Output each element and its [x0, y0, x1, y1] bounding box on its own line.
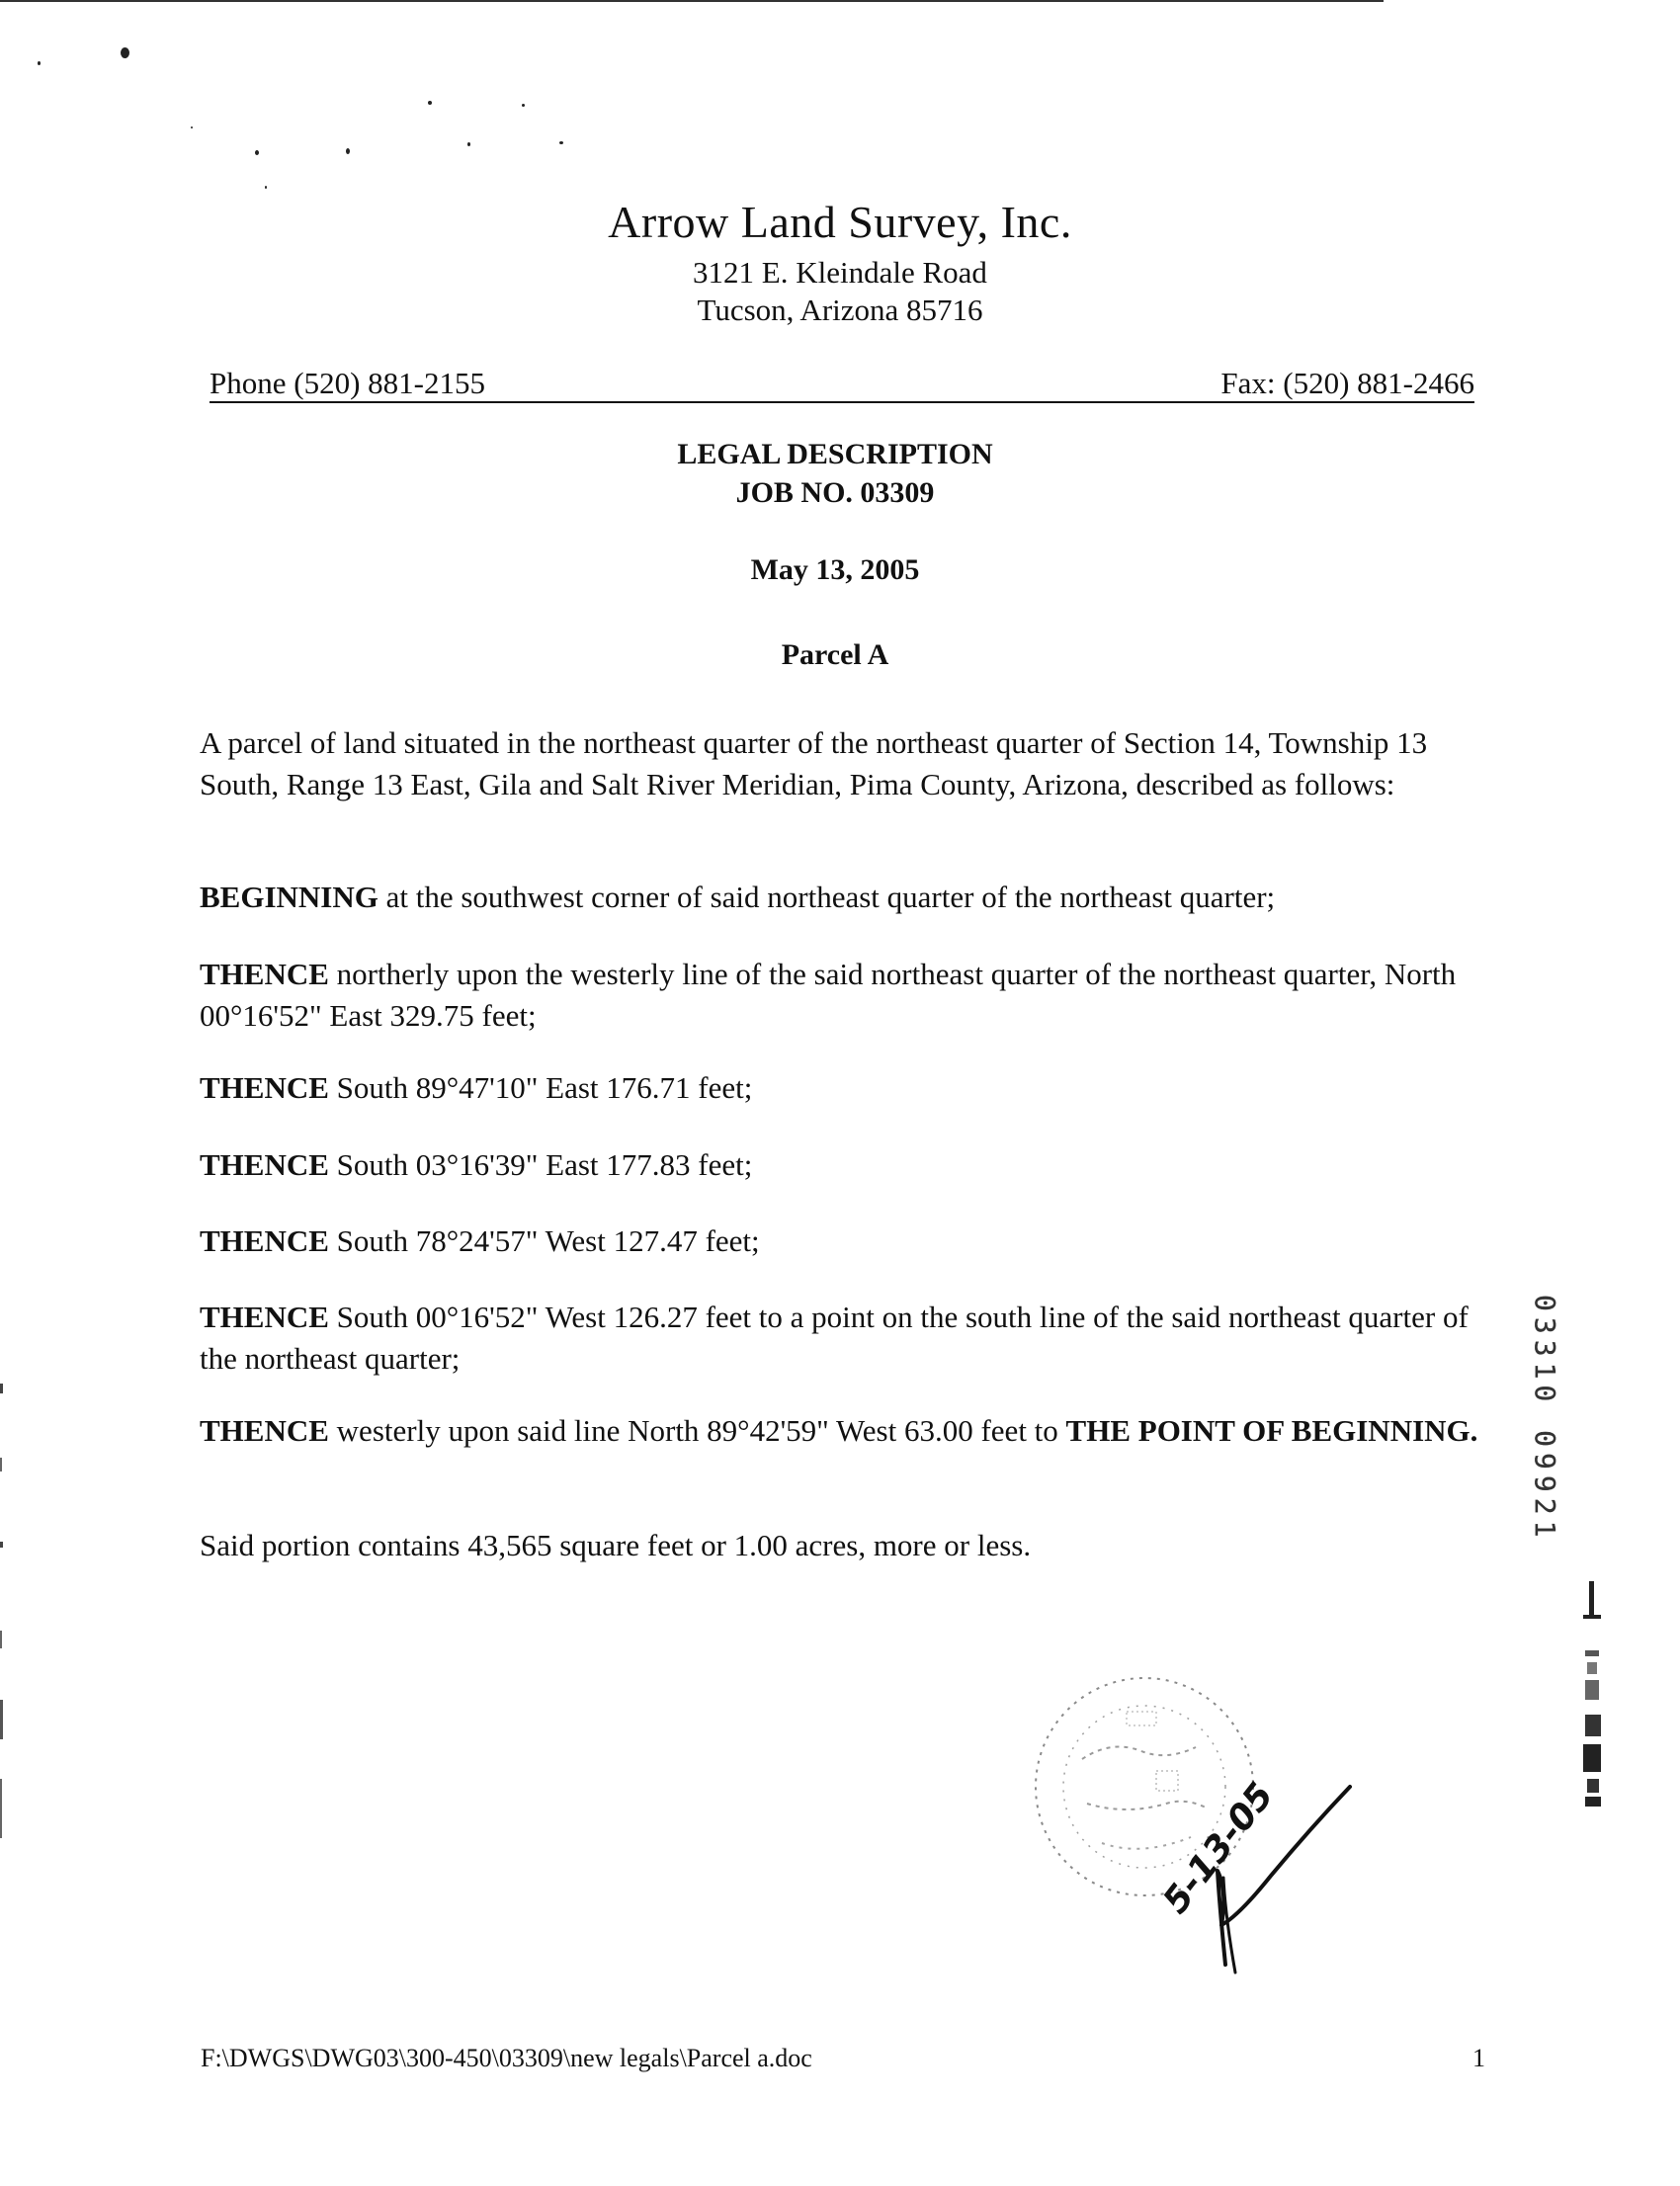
signature-mark: [1008, 1640, 1364, 2006]
beginning-keyword: BEGINNING: [200, 880, 378, 914]
beginning-text: at the southwest corner of said northeast quarter of the northeast quarter;: [378, 880, 1276, 914]
company-name: Arrow Land Survey, Inc.: [608, 197, 1072, 247]
scan-edge-marks: [0, 1364, 8, 1858]
svg-text:5-13-05: 5-13-05: [1155, 1775, 1283, 1922]
job-number: JOB NO. 03309: [735, 476, 935, 509]
course-paragraph-3: [200, 1144, 1504, 1186]
file-path: F:\DWGS\DWG03\300-450\03309\new legals\Parcel a.doc: [201, 2044, 812, 2072]
course-paragraph-2: [200, 1067, 1504, 1109]
course-paragraph-6: [200, 1410, 1504, 1452]
page-number: 1: [1472, 2044, 1485, 2072]
intro-paragraph: A parcel of land situated in the northeast quarter of the northeast quarter of Section 14, Township 13 South, Range 13 East, Gila and Salt River Meridian, Pima County, Arizona, described as follows:: [200, 725, 1428, 801]
course-text-5: South 00°16'52" West 126.27 feet to a point on the south line of the said northeast quarter of the northeast quarter;: [200, 1300, 1469, 1376]
course-text-4: South 78°24'57" West 127.47 feet;: [328, 1223, 760, 1258]
fax-number: Fax: (520) 881-2466: [1220, 366, 1474, 400]
thence-keyword: THENCE: [200, 1223, 329, 1258]
course-paragraph-1: [200, 954, 1504, 1037]
course-text-1: northerly upon the westerly line of the said northeast quarter of the northeast quarter, North 00°16'52" East 329.75 feet;: [200, 957, 1457, 1033]
course-text-6: westerly upon said line North 89°42'59" West 63.00 feet to: [328, 1413, 1066, 1448]
course-paragraph-5: [200, 1297, 1504, 1380]
address-line-1: 3121 E. Kleindale Road: [693, 255, 987, 290]
scan-top-edge: [0, 0, 1384, 2]
point-of-beginning: THE POINT OF BEGINNING.: [1065, 1413, 1478, 1448]
side-stamp-number: 03310 09921: [1529, 1295, 1561, 1544]
beginning-paragraph: [200, 877, 1504, 918]
address-line-2: Tucson, Arizona 85716: [697, 293, 983, 327]
document-title: LEGAL DESCRIPTION: [677, 438, 993, 470]
thence-keyword: THENCE: [200, 1413, 329, 1448]
document-date: May 13, 2005: [750, 553, 920, 586]
course-text-3: South 03°16'39" East 177.83 feet;: [328, 1147, 753, 1182]
area-statement: Said portion contains 43,565 square feet or 1.00 acres, more or less.: [200, 1528, 1032, 1562]
course-paragraph-4: [200, 1220, 1504, 1262]
thence-keyword: THENCE: [200, 1300, 329, 1334]
thence-keyword: THENCE: [200, 1147, 329, 1182]
side-stamp-smudge: [1579, 1581, 1605, 1878]
contact-line: [210, 368, 1474, 403]
phone-number: Phone (520) 881-2155: [210, 366, 485, 400]
parcel-name: Parcel A: [781, 638, 889, 671]
signature-layer: [1008, 1640, 1364, 2006]
thence-keyword: THENCE: [200, 1070, 329, 1105]
thence-keyword: THENCE: [200, 957, 329, 991]
course-text-2: South 89°47'10" East 176.71 feet;: [328, 1070, 753, 1105]
